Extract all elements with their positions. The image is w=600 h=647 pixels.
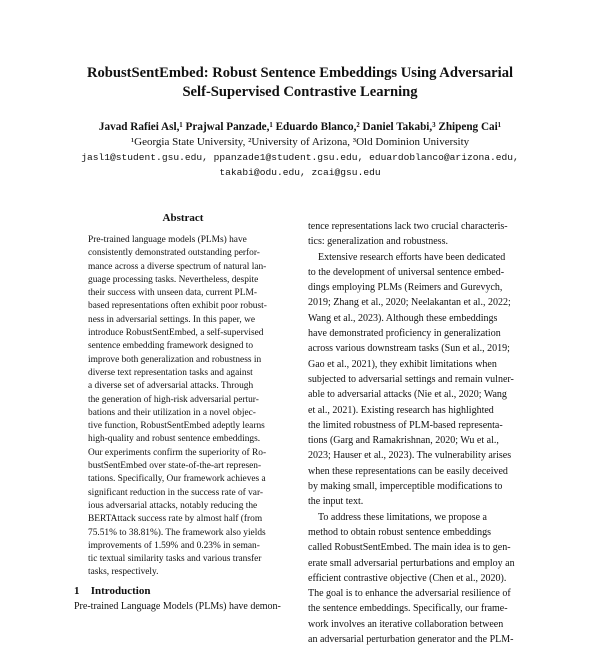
body-line: The goal is to enhance the adversarial resilience of xyxy=(308,588,511,600)
body-line: 2023; Hauser et al., 2023). The vulnerability arises xyxy=(308,450,512,462)
abstract-line: their success with unseen data, current PLM- xyxy=(88,288,257,299)
body-line: have demonstrated proficiency in generalization xyxy=(308,328,501,340)
body-line: work involves an iterative collaboration between xyxy=(308,618,504,630)
intro-line: Pre-trained Language Models (PLMs) have demon- xyxy=(74,601,281,612)
author-list: Javad Rafiei Asl,¹ Prajwal Panzade,¹ Eduardo Blanco,² Daniel Takabi,³ Zhipeng Cai¹ xyxy=(98,121,502,133)
abstract-line: tive function, RobustSentEmbed adeptly learns xyxy=(88,421,265,432)
abstract-line: guage processing tasks. Nevertheless, despite xyxy=(88,274,259,285)
abstract-line: improve both generalization and robustness in xyxy=(88,354,262,365)
abstract-line: tic textual similarity tasks and various transfer xyxy=(88,554,262,565)
body-line: the input text. xyxy=(308,496,364,508)
body-line: method to obtain robust sentence embeddings xyxy=(308,526,492,538)
abstract-line: tasks, respectively. xyxy=(88,567,159,578)
abstract-body xyxy=(88,234,298,580)
body-line: tics: generalization and robustness. xyxy=(308,236,448,248)
body-line: by making small, imperceptible modifications to xyxy=(308,481,503,493)
abstract-line: bations and their utilization in a novel objec- xyxy=(88,407,256,418)
abstract-heading: Abstract xyxy=(162,212,204,224)
abstract-line: BERTAttack success rate by almost half (from xyxy=(88,514,263,525)
abstract-line: Pre-trained language models (PLMs) have xyxy=(88,235,247,245)
introduction-body xyxy=(74,600,302,613)
body-line: the limited robustness of PLM-based representa- xyxy=(308,419,503,431)
section-title: Introduction xyxy=(90,585,151,597)
body-line: Wang et al., 2023). Although these embeddings xyxy=(308,312,498,324)
body-line: called RobustSentEmbed. The main idea is to gen- xyxy=(308,542,511,554)
body-line: tions (Garg and Ramakrishnan, 2020; Wu et al., xyxy=(308,435,499,447)
abstract-line: Our experiments confirm the superiority of Ro- xyxy=(88,447,267,458)
abstract-line: improvements of 1.59% and 0.23% in seman- xyxy=(88,540,260,551)
body-line: Extensive research efforts have been dedicated xyxy=(308,251,506,263)
abstract-line: based representations often exhibit poor robust- xyxy=(88,301,267,312)
body-line: Gao et al., 2021), they exhibit limitations when xyxy=(308,358,497,370)
abstract-line: bustSentEmbed over state-of-the-art represen- xyxy=(88,461,262,472)
author-emails xyxy=(0,150,600,180)
affiliations: ¹Georgia State University, ²University of Arizona, ³Old Dominion University xyxy=(130,136,470,148)
body-line: when these representations can be easily deceived xyxy=(308,465,508,477)
body-line: able to adversarial attacks (Nie et al., 2020; Wang xyxy=(308,389,507,401)
title-line: Self-Supervised Contrastive Learning xyxy=(182,84,418,100)
body-line: an adversarial perturbation generator and the PLM- xyxy=(308,634,514,646)
abstract-line: high-quality and robust sentence embeddings. xyxy=(88,434,261,445)
body-line: the sentence embeddings. Specifically, our frame- xyxy=(308,603,508,615)
body-line: tence representations lack two crucial characteris- xyxy=(308,221,508,232)
abstract-line: mance across a diverse spectrum of natural lan- xyxy=(88,261,267,272)
abstract-line: significant reduction in the success rate of var- xyxy=(88,487,264,498)
abstract-line: ious adversarial attacks, notably reducing the xyxy=(88,500,258,511)
body-line: et al., 2021). Existing research has highlighted xyxy=(308,404,494,416)
body-line: efficient contrastive objective (Chen et al., 2020). xyxy=(308,572,507,584)
abstract-line: ness in adversarial settings. In this paper, we xyxy=(88,314,256,325)
abstract-line: tations. Specifically, Our framework achieves a xyxy=(88,474,266,485)
abstract-line: the generation of high-risk adversarial pertur- xyxy=(88,394,259,405)
body-line: subjected to adversarial settings and remain vulner- xyxy=(308,373,514,385)
abstract-line: sentence embedding framework designed to xyxy=(88,341,254,352)
abstract-line: introduce RobustSentEmbed, a self-supervised xyxy=(88,328,264,339)
section-number: 1 xyxy=(74,585,80,597)
abstract-line: a diverse set of adversarial attacks. Through xyxy=(88,381,254,392)
body-line: dings employing PLMs (Reimers and Gurevych, xyxy=(308,282,503,294)
title-line: RobustSentEmbed: Robust Sentence Embeddings Using Adversarial xyxy=(86,65,514,81)
body-line: to the development of universal sentence embed- xyxy=(308,266,505,278)
section-heading-introduction xyxy=(74,585,150,597)
email-line: jasl1@student.gsu.edu, ppanzade1@student.gsu.edu, eduardoblanco@arizona.edu, xyxy=(81,152,519,163)
body-line: erate small adversarial perturbations and employ an xyxy=(308,557,515,569)
abstract-line: consistently demonstrated outstanding perfor- xyxy=(88,248,260,259)
body-line: To address these limitations, we propose a xyxy=(308,511,487,523)
body-line: across various downstream tasks (Sun et al., 2019; xyxy=(308,343,510,355)
abstract-line: 75.51% to 38.81%). The framework also yields xyxy=(88,527,266,538)
abstract-line: diverse text representation tasks and against xyxy=(88,367,253,378)
paper-title xyxy=(0,64,600,102)
email-line: takabi@odu.edu, zcai@gsu.edu xyxy=(219,167,381,178)
right-column-body xyxy=(308,219,538,647)
body-line: 2019; Zhang et al., 2020; Neelakantan et al., 2022; xyxy=(308,297,511,309)
